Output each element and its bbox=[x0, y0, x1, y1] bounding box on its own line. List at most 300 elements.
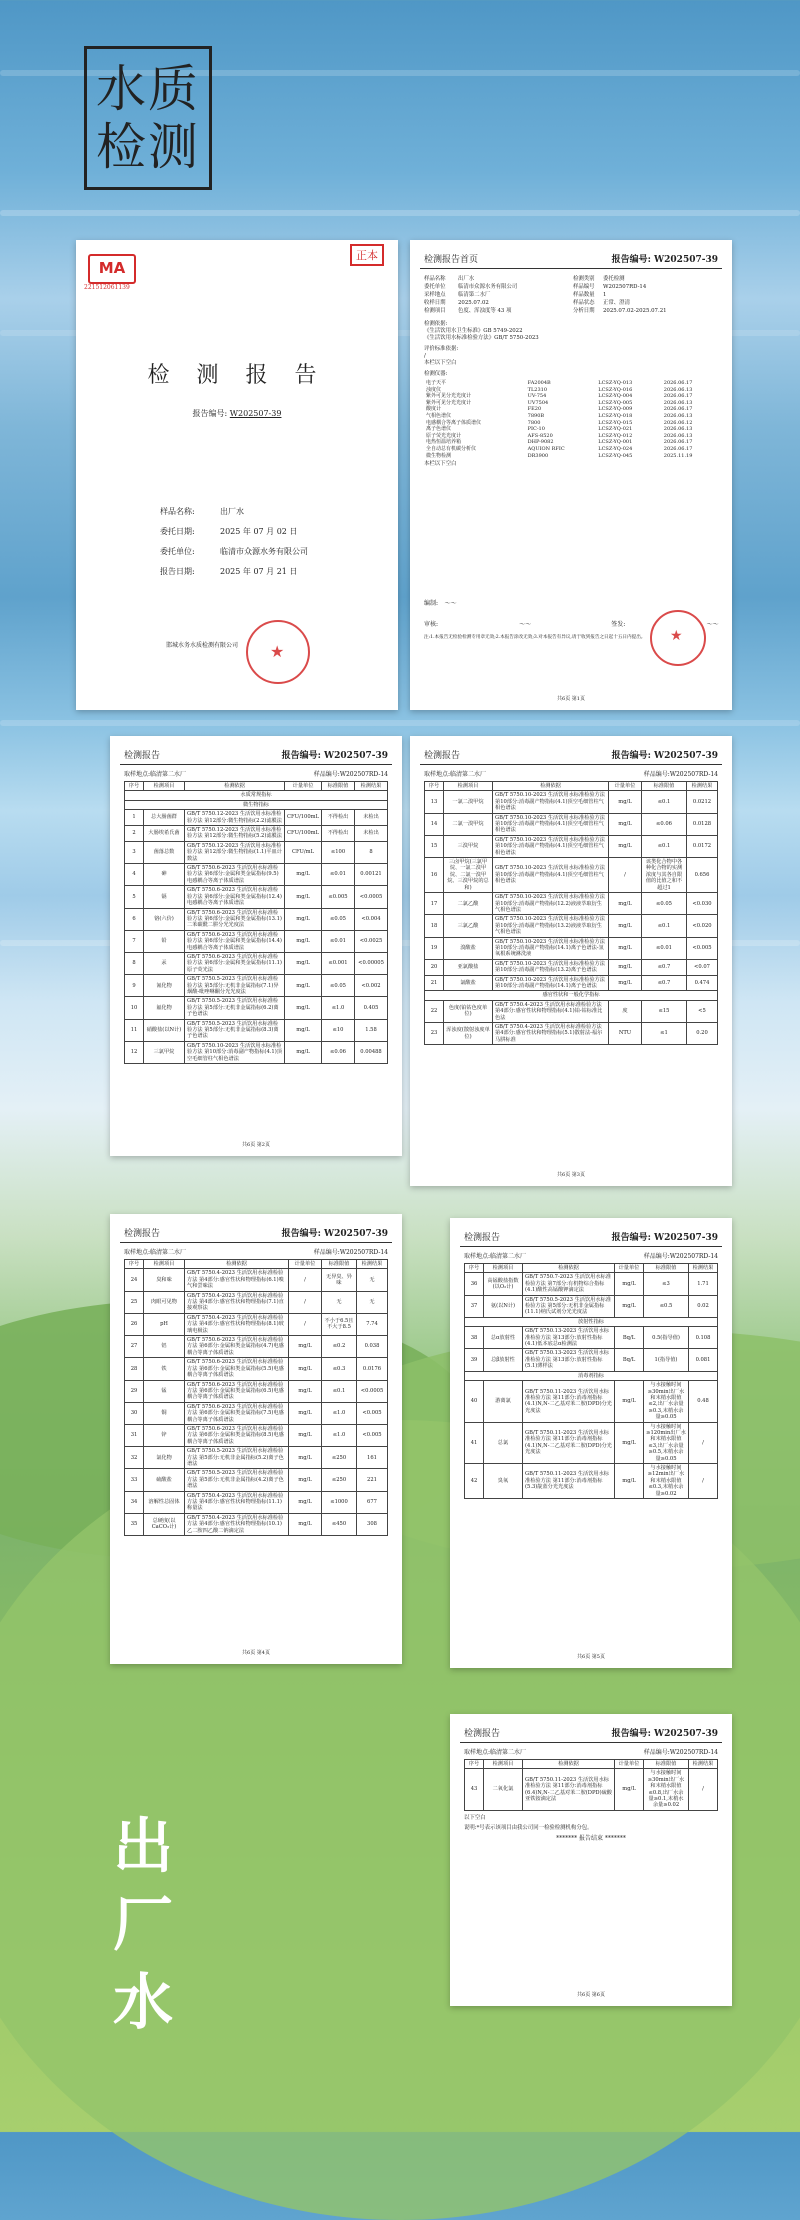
table-cell: GB/T 5750.10-2023 生活饮用水标准检验方法 第10部分:消毒副产物指标(4.1)顶空毛细管柱气相色谱法 bbox=[493, 791, 609, 813]
table-cell: mg/L bbox=[615, 1273, 644, 1295]
table-row bbox=[465, 1273, 718, 1295]
table-cell: 221 bbox=[357, 1469, 388, 1491]
table-section-row bbox=[125, 791, 388, 800]
table-row bbox=[425, 1023, 718, 1045]
equipment-row bbox=[424, 433, 718, 440]
table-row bbox=[125, 1313, 388, 1335]
col-header: 检测依据 bbox=[185, 1260, 289, 1269]
cover-info-label: 报告日期: bbox=[160, 567, 195, 576]
info-label: 收样日期 bbox=[424, 300, 446, 306]
table-cell: 铬(六价) bbox=[144, 908, 185, 930]
table-row bbox=[125, 864, 388, 886]
signature-image: ～～ bbox=[444, 600, 457, 607]
equipment-cell: 紫外可见分光光度计 bbox=[426, 399, 472, 406]
info-label: 样品状态 bbox=[573, 300, 595, 306]
equipment-cell: 7890B bbox=[527, 412, 545, 419]
table-cell: 33 bbox=[125, 1469, 144, 1491]
table-cell: ≤0.01 bbox=[322, 864, 355, 886]
inspection-seal: ★ bbox=[650, 610, 706, 666]
table-cell: 溶解性总固体 bbox=[144, 1491, 185, 1513]
basis-line: 《生活饮用水标准检验方法》GB/T 5750-2023 bbox=[424, 335, 539, 341]
table-row bbox=[125, 1291, 388, 1313]
table-cell: ≤100 bbox=[322, 841, 355, 863]
table-cell: 0.081 bbox=[689, 1349, 718, 1371]
table-row bbox=[465, 1422, 718, 1463]
table-cell: Bq/L bbox=[615, 1349, 644, 1371]
basis-title: 检测依据: bbox=[424, 321, 448, 327]
report-first-page bbox=[410, 240, 732, 710]
table-cell: mg/L bbox=[289, 1513, 322, 1535]
equipment-cell: 离子色谱仪 bbox=[426, 426, 452, 433]
table-cell: 28 bbox=[125, 1358, 144, 1380]
table-cell: 9 bbox=[125, 975, 144, 997]
table-row bbox=[425, 791, 718, 813]
table-row bbox=[425, 959, 718, 975]
table-cell: 27 bbox=[125, 1336, 144, 1358]
table-row bbox=[125, 1513, 388, 1535]
table-cell: <0.005 bbox=[687, 937, 718, 959]
equipment-cell: 2026.06.13 bbox=[663, 426, 693, 433]
table-cell: 22 bbox=[425, 1000, 444, 1022]
equipment-cell: TL2310 bbox=[527, 386, 548, 393]
table-cell: GB/T 5750.11-2023 生活饮用水标准检验方法 第11部分:消毒剂指标(4.1)N,N-二乙基对苯二胺(DPD)分光光度法 bbox=[523, 1422, 615, 1463]
table-cell: 3 bbox=[125, 841, 144, 863]
page-header-right: 报告编号: W202507-39 bbox=[281, 1229, 388, 1239]
title-box bbox=[84, 46, 212, 190]
table-cell: ≤0.5 bbox=[644, 1295, 689, 1317]
table-cell: mg/L bbox=[289, 1336, 322, 1358]
table-row bbox=[465, 1769, 718, 1810]
table-cell: GB/T 5750.10-2023 生活饮用水标准检验方法 第10部分:消毒副产物指标(13.2)液液萃取衍生气相色谱法 bbox=[493, 915, 609, 937]
table-cell: CFU/100mL bbox=[285, 810, 322, 826]
table-cell: / bbox=[689, 1463, 718, 1498]
table-cell: ≤0.06 bbox=[642, 813, 687, 835]
info-label: 样品数量 bbox=[573, 292, 595, 298]
table-cell: 总α放射性 bbox=[484, 1327, 523, 1349]
table-cell: 总β放射性 bbox=[484, 1349, 523, 1371]
report-page-3 bbox=[410, 736, 732, 1186]
page-header bbox=[420, 240, 722, 269]
table-cell: 31 bbox=[125, 1424, 144, 1446]
col-header: 检测依据 bbox=[493, 782, 609, 791]
table-cell: <0.0005 bbox=[357, 1380, 388, 1402]
cover-bottom-text: 邯城水务水质检测有限公司 bbox=[166, 642, 239, 649]
equipment-cell: 2026.06.12 bbox=[663, 419, 693, 426]
page-header bbox=[120, 1214, 392, 1243]
col-header: 检测依据 bbox=[185, 782, 285, 791]
table-cell: NTU bbox=[609, 1023, 642, 1045]
cover-info-row bbox=[160, 562, 308, 582]
table-cell: mg/L bbox=[285, 908, 322, 930]
table-row bbox=[125, 810, 388, 826]
table-row bbox=[425, 813, 718, 835]
equipment-row bbox=[424, 380, 718, 387]
signature-image: ～～ bbox=[705, 621, 718, 628]
table-cell: 0.00488 bbox=[355, 1041, 388, 1063]
table-cell: 硝酸盐(以N计) bbox=[144, 1019, 185, 1041]
table-cell: 0.405 bbox=[355, 997, 388, 1019]
equipment-cell: DHP-9082 bbox=[527, 439, 554, 446]
table-cell: 氨(以N计) bbox=[484, 1295, 523, 1317]
equipment-cell: LCSZ-YQ-012 bbox=[598, 432, 633, 439]
sub-header bbox=[464, 1251, 718, 1260]
table-row bbox=[425, 858, 718, 893]
sample-no: 样品编号:W202507RD-14 bbox=[643, 771, 718, 778]
table-cell: 总氯 bbox=[484, 1422, 523, 1463]
sample-info bbox=[424, 275, 718, 315]
table-row bbox=[125, 886, 388, 908]
equipment-cell: 2026.06.13 bbox=[663, 399, 693, 406]
table-cell: mg/L bbox=[609, 915, 642, 937]
section-title: 水质常规指标 bbox=[125, 791, 388, 800]
table-cell: mg/L bbox=[615, 1381, 644, 1422]
sign-row-1 bbox=[424, 598, 718, 607]
report-page-2 bbox=[110, 736, 402, 1156]
side-title-char: 出 bbox=[113, 1812, 173, 1882]
table-cell: 308 bbox=[357, 1513, 388, 1535]
table-cell: 0.20 bbox=[687, 1023, 718, 1045]
table-cell: 42 bbox=[465, 1463, 484, 1498]
table-cell: GB/T 5750.11-2023 生活饮用水标准检验方法 第11部分:消毒剂指标(4.1)N,N-二乙基对苯二胺(DPD)分光光度法 bbox=[523, 1381, 615, 1422]
info-label: 样品编号 bbox=[573, 284, 595, 290]
table-cell: 35 bbox=[125, 1513, 144, 1535]
table-cell: GB/T 5750.4-2023 生活饮用水标准检验方法 第4部分:感官性状和物理指标(11.1)称量法 bbox=[185, 1491, 289, 1513]
table-cell: ≤0.001 bbox=[322, 952, 355, 974]
sign-label: 编制: bbox=[424, 600, 439, 607]
section-title: 微生物指标 bbox=[125, 800, 388, 809]
table-cell: ≤1000 bbox=[322, 1491, 357, 1513]
title-line-1: 水质 bbox=[96, 60, 200, 118]
table-cell: <0.00005 bbox=[355, 952, 388, 974]
table-cell: 4 bbox=[125, 864, 144, 886]
sign-label: 签发: bbox=[611, 621, 626, 628]
table-cell: GB/T 5750.5-2023 生活饮用水标准检验方法 第5部分:无机非金属指标(4.2)离子色谱法 bbox=[185, 1469, 289, 1491]
table-row bbox=[125, 975, 388, 997]
table-cell: 5 bbox=[125, 886, 144, 908]
table-cell: ≤0.1 bbox=[322, 1380, 357, 1402]
table-cell: 39 bbox=[465, 1349, 484, 1371]
table-row bbox=[125, 1380, 388, 1402]
table-cell: pH bbox=[144, 1313, 185, 1335]
table-cell: GB/T 5750.4-2023 生活饮用水标准检验方法 第4部分:感官性状和物理指标(10.1)乙二胺四乙酸二钠滴定法 bbox=[185, 1513, 289, 1535]
table-cell: mg/L bbox=[285, 930, 322, 952]
sub-header bbox=[124, 1247, 388, 1256]
table-cell: 无 bbox=[357, 1269, 388, 1291]
page-header-right: 报告编号: W202507-39 bbox=[611, 751, 718, 761]
col-header: 序号 bbox=[125, 1260, 144, 1269]
table-cell: GB/T 5750.10-2023 生活饮用水标准检验方法 第10部分:消毒副产物指标(14.1)离子色谱法 bbox=[493, 975, 609, 991]
sample-no: 样品编号:W202507RD-14 bbox=[313, 771, 388, 778]
table-cell: 未检出 bbox=[355, 810, 388, 826]
table-cell: mg/L bbox=[289, 1380, 322, 1402]
table-cell: 浑浊度(散射浊度单位) bbox=[444, 1023, 493, 1045]
table-row bbox=[125, 1469, 388, 1491]
table-row bbox=[125, 1424, 388, 1446]
table-cell: 锰 bbox=[144, 1380, 185, 1402]
remark: 以下空白 bbox=[464, 1814, 486, 1821]
table-cell: 铜 bbox=[144, 1402, 185, 1424]
table-row bbox=[125, 1447, 388, 1469]
sign-label: 审核: bbox=[424, 621, 439, 628]
table-cell: mg/L bbox=[285, 1019, 322, 1041]
equipment-cell: LCSZ-YQ-016 bbox=[598, 386, 633, 393]
page-header-right: 报告编号: W202507-39 bbox=[281, 751, 388, 761]
table-cell: 18 bbox=[425, 915, 444, 937]
page-header-left: 检测报告 bbox=[124, 1229, 161, 1239]
table-cell: mg/L bbox=[615, 1463, 644, 1498]
table-row bbox=[125, 1041, 388, 1063]
table-cell: <0.0005 bbox=[355, 886, 388, 908]
info-value: 正常、澄清 bbox=[603, 300, 630, 306]
info-label: 样品名称 bbox=[424, 276, 446, 282]
table-cell: GB/T 5750.4-2023 生活饮用水标准检验方法 第4部分:感官性状和物理指标(4.1)铂-钴标准比色法 bbox=[493, 1000, 609, 1022]
table-cell: GB/T 5750.10-2023 生活饮用水标准检验方法 第10部分:消毒副产物指标(4.1)顶空毛细管柱气相色谱法 bbox=[493, 813, 609, 835]
table-cell: 度 bbox=[609, 1000, 642, 1022]
table-cell: 15 bbox=[425, 835, 444, 857]
equipment-cell: LCSZ-YQ-024 bbox=[598, 445, 633, 452]
side-title bbox=[108, 1808, 178, 2042]
table-row bbox=[125, 841, 388, 863]
report-no-label: 报告编号: bbox=[192, 409, 228, 418]
table-cell: GB/T 5750.6-2023 生活饮用水标准检验方法 第6部分:金属和类金属指标(6.5)电感耦合等离子体质谱法 bbox=[185, 1380, 289, 1402]
table-cell: GB/T 5750.12-2023 生活饮用水标准检验方法 第12部分:微生物指标(1.1)平皿计数法 bbox=[185, 841, 285, 863]
equipment-row bbox=[424, 406, 718, 413]
table-row bbox=[125, 1402, 388, 1424]
equipment-cell: 紫外可见分光光度计 bbox=[426, 393, 472, 400]
equipment-row bbox=[424, 439, 718, 446]
table-cell: ≤1.0 bbox=[322, 1402, 357, 1424]
table-row bbox=[465, 1295, 718, 1317]
results-table bbox=[424, 781, 718, 1045]
page-header-right: 报告编号: W202507-39 bbox=[611, 1233, 718, 1243]
equipment-cell: UV-754 bbox=[527, 393, 547, 400]
table-cell: 0.0176 bbox=[357, 1358, 388, 1380]
table-cell: 0.48 bbox=[689, 1381, 718, 1422]
table-cell: mg/L bbox=[609, 937, 642, 959]
col-header: 检测结果 bbox=[355, 782, 388, 791]
table-cell: 无异臭、异味 bbox=[322, 1269, 357, 1291]
table-cell: mg/L bbox=[615, 1295, 644, 1317]
info-value: 临清市众源水务有限公司 bbox=[458, 284, 518, 290]
equipment-cell: 酸度计 bbox=[426, 406, 442, 413]
results-table bbox=[464, 1759, 718, 1811]
table-cell: 未检出 bbox=[355, 826, 388, 842]
sample-no: 样品编号:W202507RD-14 bbox=[643, 1253, 718, 1260]
table-cell: 二氯一溴甲烷 bbox=[444, 813, 493, 835]
table-cell: <0.005 bbox=[357, 1402, 388, 1424]
report-page-4 bbox=[110, 1214, 402, 1664]
equipment-cell: AFS-8520 bbox=[527, 432, 553, 439]
col-header: 标准限值 bbox=[644, 1760, 689, 1769]
col-header: 计量单位 bbox=[289, 1260, 322, 1269]
table-row bbox=[125, 1336, 388, 1358]
table-cell: 17 bbox=[425, 893, 444, 915]
table-cell: 6 bbox=[125, 908, 144, 930]
table-cell: 二氧化氯 bbox=[484, 1769, 523, 1810]
cover-info-label: 样品名称: bbox=[160, 507, 195, 516]
cover-info-label: 委托单位: bbox=[160, 547, 195, 556]
table-cell: 37 bbox=[465, 1295, 484, 1317]
table-cell: GB/T 5750.11-2023 生活饮用水标准检验方法 第11部分:消毒剂指标(6.4)N,N-二乙基对苯二胺(DPD)硫酸亚铁铵滴定法 bbox=[523, 1769, 615, 1810]
table-cell: 氯化物 bbox=[144, 1447, 185, 1469]
col-header: 序号 bbox=[425, 782, 444, 791]
table-cell: ≤0.05 bbox=[322, 908, 355, 930]
table-cell: 0.0212 bbox=[687, 791, 718, 813]
section-title: 消毒剂指标 bbox=[465, 1371, 718, 1380]
table-cell: ≤0.1 bbox=[642, 835, 687, 857]
equipment-cell: 2026.06.13 bbox=[663, 386, 693, 393]
col-header: 序号 bbox=[465, 1760, 484, 1769]
cover-info-value: 2025 年 07 月 21 日 bbox=[220, 567, 298, 576]
page-header-left: 检测报告 bbox=[464, 1729, 501, 1739]
table-cell: ≤0.3 bbox=[322, 1358, 357, 1380]
table-cell: 不得检出 bbox=[322, 826, 355, 842]
info-value: 临清第二水厂 bbox=[458, 292, 491, 298]
table-cell: GB/T 5750.10-2023 生活饮用水标准检验方法 第10部分:消毒副产物指标(4.1)顶空毛细管柱气相色谱法 bbox=[493, 858, 609, 893]
table-cell: 21 bbox=[425, 975, 444, 991]
col-header: 序号 bbox=[465, 1264, 484, 1273]
col-header: 检测项目 bbox=[144, 782, 185, 791]
table-cell: mg/L bbox=[289, 1469, 322, 1491]
table-cell: 0.5(指导值) bbox=[644, 1327, 689, 1349]
page-footer: 共6页 第4页 bbox=[242, 1650, 270, 1656]
cover-report-no bbox=[76, 408, 398, 419]
table-cell: <0.004 bbox=[355, 908, 388, 930]
table-header-row bbox=[125, 782, 388, 791]
page-header-right bbox=[612, 252, 718, 265]
table-row bbox=[125, 1491, 388, 1513]
table-cell: ≤0.05 bbox=[642, 893, 687, 915]
table-cell: 0.0128 bbox=[687, 813, 718, 835]
ma-mark: MA bbox=[88, 254, 136, 284]
table-section-row bbox=[465, 1371, 718, 1380]
results-table bbox=[124, 781, 388, 1064]
table-cell: 20 bbox=[425, 959, 444, 975]
table-row bbox=[465, 1463, 718, 1498]
table-row bbox=[465, 1349, 718, 1371]
info-value: 2025.07.02-2025.07.21 bbox=[603, 308, 667, 314]
info-value: 委托检测 bbox=[603, 276, 625, 282]
table-cell: mg/L bbox=[285, 1041, 322, 1063]
table-cell: 14 bbox=[425, 813, 444, 835]
col-header: 检测结果 bbox=[689, 1760, 718, 1769]
table-cell: 2 bbox=[125, 826, 144, 842]
table-cell: 该类化合物中各种化合物的实测浓度与其各自限值的比值之和不超过1 bbox=[642, 858, 687, 893]
equipment-cell: 浊度仪 bbox=[426, 386, 442, 393]
table-cell: 与水接触时间≥30min出厂水和末梢水限值≤2,出厂水余量≥0.3,末梢水余量≥0.05 bbox=[644, 1381, 689, 1422]
col-header: 检测项目 bbox=[444, 782, 493, 791]
equipment-cell: 2026.06.17 bbox=[663, 445, 693, 452]
table-cell: CFU/100mL bbox=[285, 826, 322, 842]
col-header: 检测项目 bbox=[484, 1760, 523, 1769]
table-cell: 铁 bbox=[144, 1358, 185, 1380]
table-cell: mg/L bbox=[615, 1422, 644, 1463]
table-row bbox=[425, 1000, 718, 1022]
table-cell: 1.71 bbox=[689, 1273, 718, 1295]
table-section-row bbox=[125, 800, 388, 809]
equipment-row bbox=[424, 426, 718, 433]
equipment-cell: UV7504 bbox=[527, 399, 549, 406]
table-cell: 氰化物 bbox=[144, 975, 185, 997]
page-footer: 共6页 第3页 bbox=[557, 1172, 585, 1178]
table-cell: GB/T 5750.4-2023 生活饮用水标准检验方法 第4部分:感官性状和物理指标(5.1)散射法-福尔马肼标准 bbox=[493, 1023, 609, 1045]
equip-title: 检测仪器: bbox=[424, 371, 448, 377]
table-cell: GB/T 5750.6-2023 生活饮用水标准检验方法 第6部分:金属和类金属指标(7.5)电感耦合等离子体质谱法 bbox=[185, 1402, 289, 1424]
sub-header bbox=[124, 769, 388, 778]
report-page-5 bbox=[450, 1218, 732, 1668]
col-header: 标准限值 bbox=[642, 782, 687, 791]
table-cell: 三溴甲烷 bbox=[444, 835, 493, 857]
report-no-value: W202507-39 bbox=[229, 409, 282, 418]
table-cell: 26 bbox=[125, 1313, 144, 1335]
table-row bbox=[125, 952, 388, 974]
col-header: 标准限值 bbox=[322, 1260, 357, 1269]
info-value: 出厂水 bbox=[458, 276, 475, 282]
table-cell: GB/T 5750.10-2023 生活饮用水标准检验方法 第10部分:消毒副产物指标(14.1)离子色谱法-氢氧根系统淋洗液 bbox=[493, 937, 609, 959]
table-cell: 肉眼可见物 bbox=[144, 1291, 185, 1313]
table-cell: ≤0.7 bbox=[642, 959, 687, 975]
table-cell: 亚氯酸盐 bbox=[444, 959, 493, 975]
table-cell: GB/T 5750.5-2023 生活饮用水标准检验方法 第5部分:无机非金属指标(5.2)离子色谱法 bbox=[185, 1447, 289, 1469]
equipment-row bbox=[424, 413, 718, 420]
table-cell: <5 bbox=[687, 1000, 718, 1022]
table-section-row bbox=[425, 991, 718, 1000]
table-section-row bbox=[465, 1317, 718, 1326]
table-cell: 1(指导值) bbox=[644, 1349, 689, 1371]
table-header-row bbox=[465, 1760, 718, 1769]
cover-info-row bbox=[160, 502, 308, 522]
table-cell: 24 bbox=[125, 1269, 144, 1291]
cover-info bbox=[160, 502, 308, 582]
title-line-2: 检测 bbox=[96, 118, 200, 176]
table-cell: 三氯乙酸 bbox=[444, 915, 493, 937]
remark: 本栏以下空白 bbox=[424, 360, 457, 366]
equipment-cell: 2026.06.17 bbox=[663, 406, 693, 413]
table-cell: 与水接触时间≥12min出厂水和末梢水限值≤0.3,末梢水余量≥0.02 bbox=[644, 1463, 689, 1498]
equipment-row bbox=[424, 453, 718, 460]
table-cell: / bbox=[289, 1269, 322, 1291]
table-cell: GB/T 5750.11-2023 生活饮用水标准检验方法 第11部分:消毒剂指标(5.3)靛蓝分光光度法 bbox=[523, 1463, 615, 1498]
table-cell: 无 bbox=[357, 1291, 388, 1313]
results-table bbox=[464, 1263, 718, 1499]
sub-header bbox=[424, 769, 718, 778]
table-cell: ≤0.2 bbox=[322, 1336, 357, 1358]
col-header: 计量单位 bbox=[615, 1760, 644, 1769]
table-cell: ≤1 bbox=[642, 1023, 687, 1045]
info-label: 检测类别 bbox=[573, 276, 595, 282]
sample-site: 取样地点:临清第二水厂 bbox=[124, 1249, 187, 1256]
table-cell: 无 bbox=[322, 1291, 357, 1313]
table-cell: mg/L bbox=[285, 997, 322, 1019]
note: 注:1.本报告无检验检测专用章无效;2.本报告涂改无效;3.对本报告有异议,请于收到报告之日起十五日内提出。 bbox=[424, 635, 646, 640]
table-cell: 8 bbox=[125, 952, 144, 974]
table-row bbox=[425, 835, 718, 857]
table-cell: ≤15 bbox=[642, 1000, 687, 1022]
table-cell: 色度(铂钴色度单位) bbox=[444, 1000, 493, 1022]
table-cell: ≤0.06 bbox=[322, 1041, 355, 1063]
equipment-row bbox=[424, 446, 718, 453]
table-cell: 43 bbox=[465, 1769, 484, 1810]
table-cell: <0.020 bbox=[687, 915, 718, 937]
info-label: 采样地点 bbox=[424, 292, 446, 298]
equipment-row bbox=[424, 393, 718, 400]
cover-info-value: 出厂水 bbox=[220, 507, 244, 516]
table-cell: ≤0.01 bbox=[322, 930, 355, 952]
basis-line: 《生活饮用水卫生标准》GB 5749-2022 bbox=[424, 328, 523, 334]
table-cell: Bq/L bbox=[615, 1327, 644, 1349]
table-cell: 11 bbox=[125, 1019, 144, 1041]
table-cell: 铝 bbox=[144, 1336, 185, 1358]
